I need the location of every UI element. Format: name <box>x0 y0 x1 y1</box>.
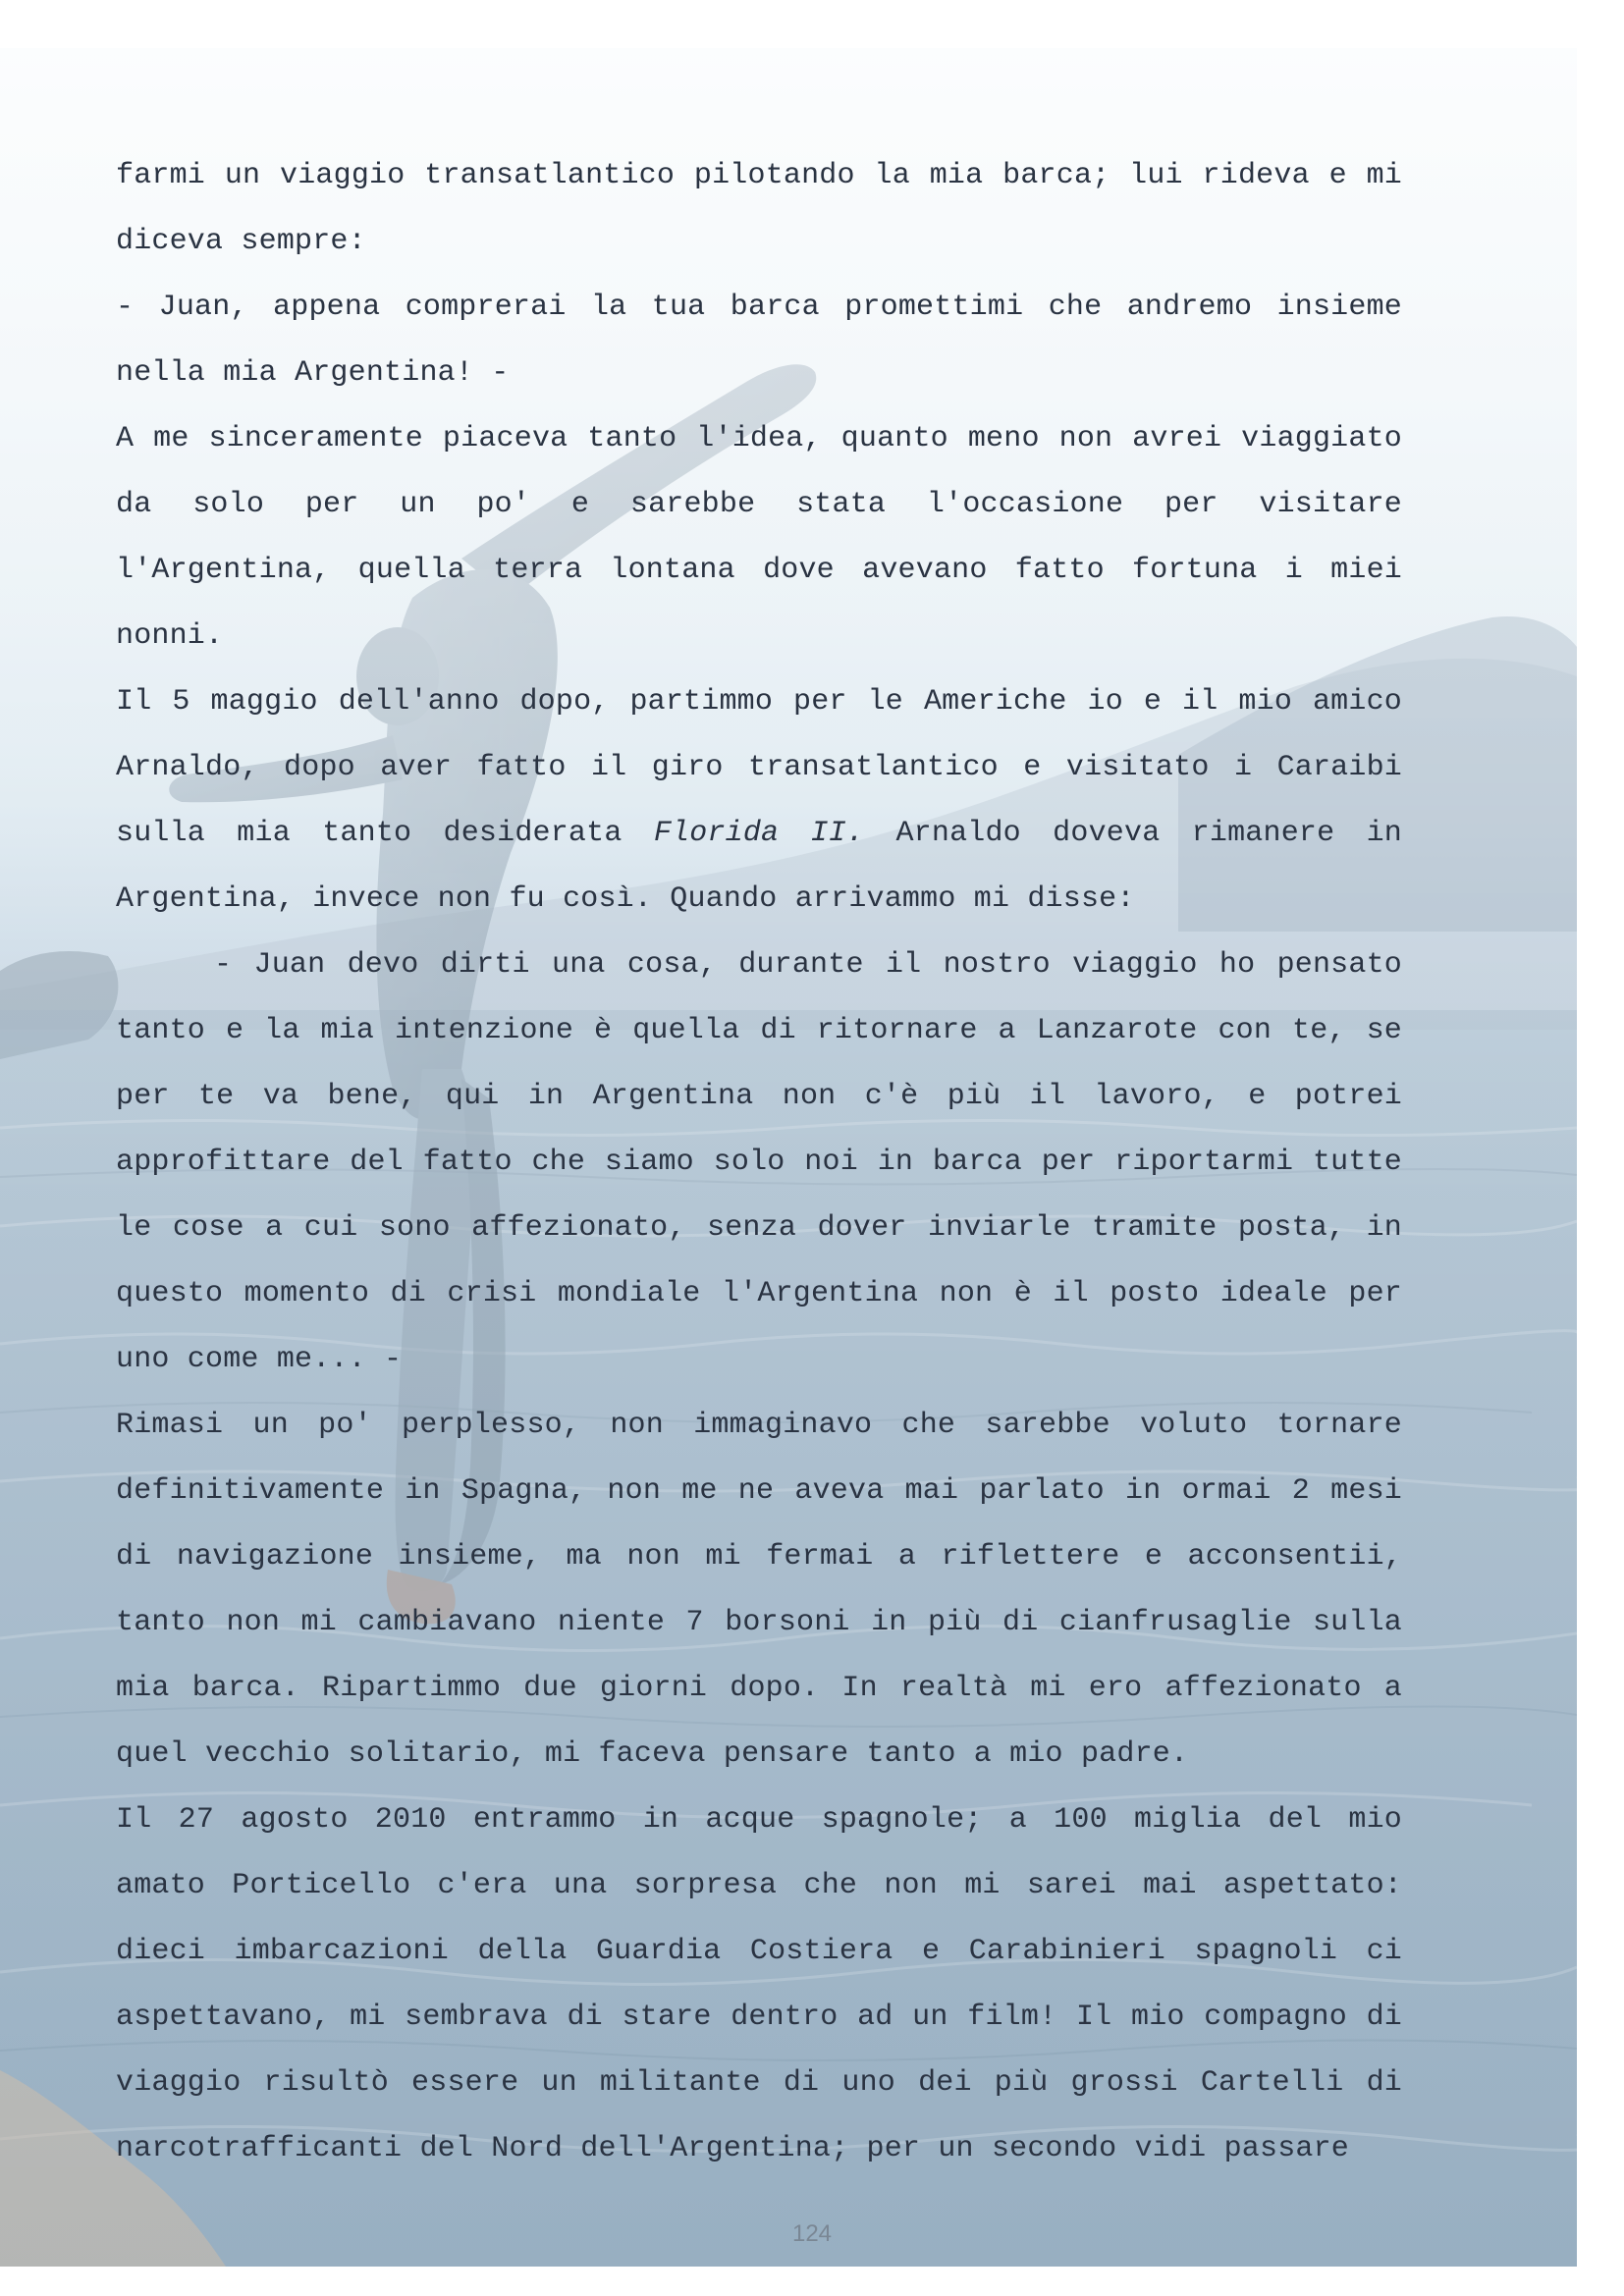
page-number: 124 <box>791 2220 833 2247</box>
paragraph-dialogue: - Juan devo dirti una cosa, durante il nostro viaggio ho pensato tanto e la mia intenzione è quella di ritornare a Lanzarote con te, se per te va bene, qui in Argentina non c'è più il lavoro, e potrei approfittare del fatto che siamo solo noi in barca per riportarmi tutte le cose a cui sono affezionato, senza dover inviarle tramite posta, in questo momento di crisi mondiale l'Argentina non è il posto ideale per uno come me... - <box>116 948 1402 1376</box>
paragraph: Rimasi un po' perplesso, non immaginavo che sarebbe voluto tornare definitivamente in Spagna, non me ne aveva mai parlato in ormai 2 mesi di navigazione insieme, ma non mi fermai a riflettere e acconsentii, tanto non mi cambiavano niente 7 borsoni in più di cianfrusaglie sulla mia barca. Ripartimmo due giorni dopo. In realtà mi ero affezionato a quel vecchio solitario, mi faceva pensare tanto a mio padre. <box>116 1409 1402 1771</box>
paragraph-text: Il 5 maggio dell'anno dopo, partimmo per le Americhe io e il mio amico Arnaldo, dopo aver fatto il giro transatlantico e visitato i Caraibi sulla mia tanto desiderata <box>116 685 1402 850</box>
paragraph: farmi un viaggio transatlantico pilotando la mia barca; lui rideva e mi diceva sempre: <box>116 159 1402 258</box>
paragraph: A me sinceramente piaceva tanto l'idea, quanto meno non avrei viaggiato da solo per un po' e sarebbe stata l'occasione per visitare l'Argentina, quella terra lontana dove avevano fatto fortuna i miei nonni. <box>116 422 1402 653</box>
body-text <box>116 143 1402 2182</box>
paragraph-dialogue: - Juan, appena comprerai la tua barca promettimi che andremo insieme nella mia Argentina! - <box>116 291 1402 390</box>
paragraph <box>116 669 1402 933</box>
paragraph: Il 27 agosto 2010 entrammo in acque spagnole; a 100 miglia del mio amato Porticello c'era una sorpresa che non mi sarei mai aspettato: dieci imbarcazioni della Guardia Costiera e Carabinieri spagnoli ci aspettavano, mi sembrava di stare dentro ad un film! Il mio compagno di viaggio risultò essere un militante di uno dei più grossi Cartelli di narcotrafficanti del Nord dell'Argentina; per un secondo vidi passare <box>116 1803 1402 2165</box>
paragraph-text: Arnaldo doveva rimanere in Argentina, invece non fu così. Quando arrivammo mi disse: <box>116 817 1403 916</box>
boat-name: Florida II. <box>653 817 865 850</box>
